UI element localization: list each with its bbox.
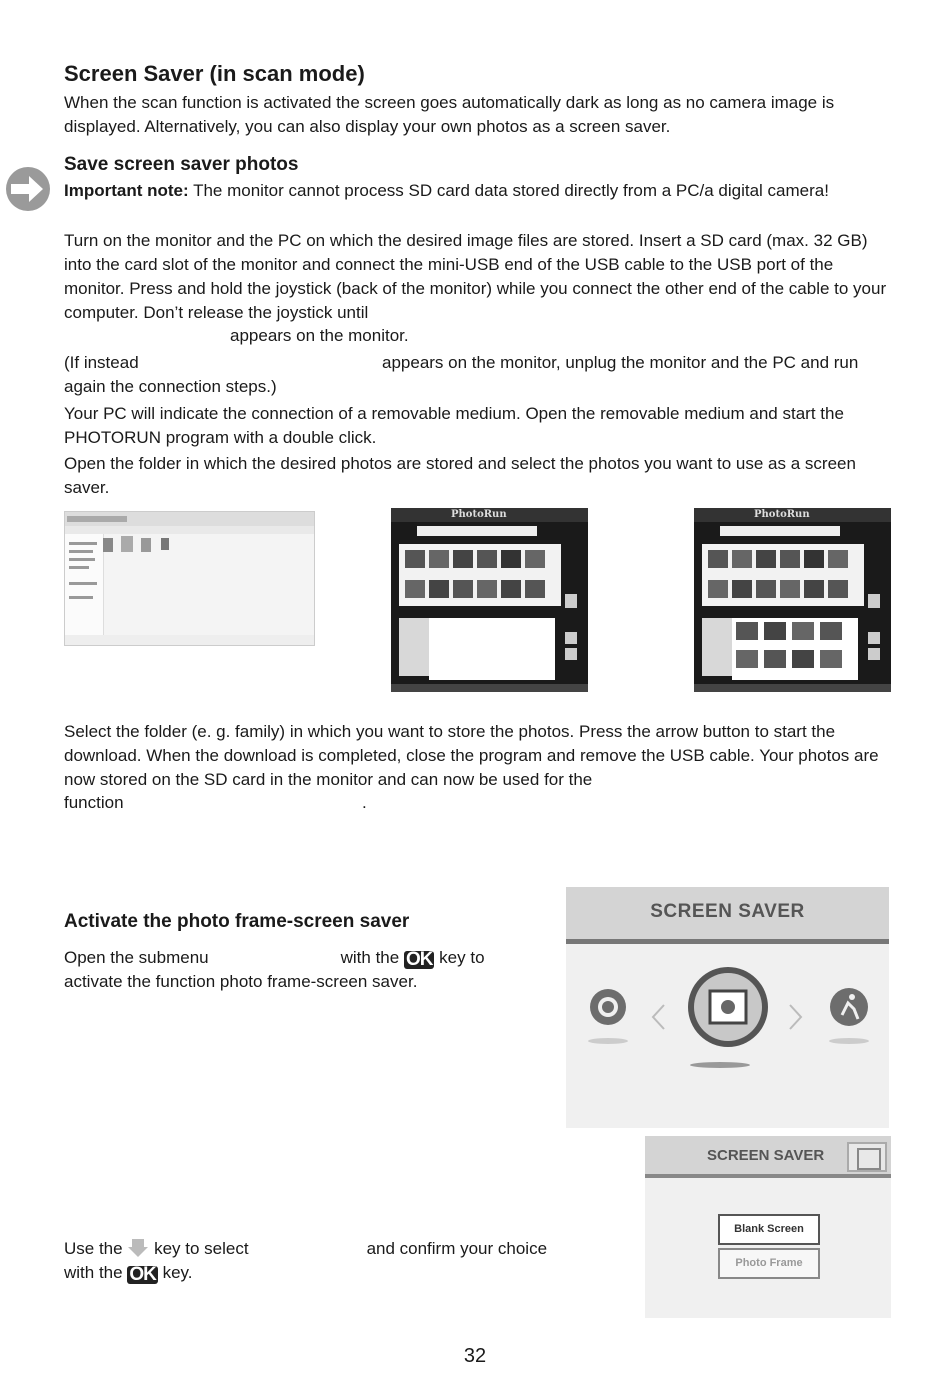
paragraph-removable: Your PC will indicate the connection of a removable medium. Open the removable medium and start the PHOTORUN program with a double click. [64, 404, 844, 447]
paragraph-function-label: function [64, 793, 124, 812]
photo-frame-icon[interactable] [686, 965, 770, 1069]
paragraph-if-instead-end: appears on the monitor, unplug the monitor and the PC and run again the connection steps.) [64, 353, 859, 396]
arrow-down-key-icon [127, 1237, 149, 1259]
select-text-d: with the [64, 1263, 123, 1282]
section-title-screen-saver: Screen Saver (in scan mode) [64, 61, 365, 86]
chevron-left-icon[interactable] [650, 1003, 666, 1031]
screen-saver-icon [847, 1142, 887, 1172]
intro-paragraph: When the scan function is activated the screen goes automatically dark as long as no camera image is displayed. Alternatively, you can also display your own photos as a screen saver. [64, 93, 835, 136]
note-label: Important note: [64, 181, 189, 200]
explorer-screenshot [64, 511, 315, 646]
page-number: 32 [463, 1345, 487, 1367]
paragraph-connect-end: appears on the monitor. [230, 326, 409, 345]
submenu-text-b: with the [340, 948, 400, 967]
section-title-activate: Activate the photo frame-screen saver [64, 911, 410, 932]
monitor-screen-saver-options [645, 1136, 891, 1318]
paragraph-if-instead-start: (If instead [64, 353, 139, 372]
select-text-c: and confirm your choice [366, 1239, 548, 1258]
chevron-right-icon[interactable] [788, 1003, 804, 1031]
note-text: The monitor cannot process SD card data stored directly from a PC/a digital camera! [188, 181, 829, 200]
option-blank-screen[interactable]: Blank Screen [718, 1214, 820, 1245]
section-title-save-photos: Save screen saver photos [64, 154, 299, 175]
submenu-text-a: Open the submenu [64, 948, 209, 967]
select-text-a: Use the [64, 1239, 123, 1258]
running-person-icon [824, 985, 874, 1045]
screen-saver-title: SCREEN SAVER [650, 901, 805, 922]
ok-key-icon: OK [405, 949, 433, 970]
select-text-b: key to select [154, 1239, 249, 1258]
important-note [64, 179, 894, 203]
paragraph-open-submenu [64, 946, 534, 994]
photorun-screenshot-empty [391, 508, 588, 692]
monitor-screen-saver-menu [566, 887, 889, 1128]
photorun-logo: PhotoRun [754, 509, 810, 520]
arrow-right-icon [5, 166, 51, 212]
paragraph-open-folder: Open the folder in which the desired photos are stored and select the photos you want to use as a screen saver. [64, 454, 856, 497]
paragraph-function-end: . [362, 793, 367, 812]
screen-saver-title: SCREEN SAVER [707, 1147, 825, 1164]
select-text-e: key. [162, 1263, 193, 1282]
paragraph-connect: Turn on the monitor and the PC on which the desired image files are stored. Insert a SD card (max. 32 GB) into the card slot of the monitor and connect the mini-USB end of the USB cable to the USB port of the monitor. Press and hold the joystick (back of the monitor) while you connect the other end of the cable to your computer. Don’t release the joystick until [64, 231, 887, 322]
submenu-text-c: key to [439, 948, 485, 967]
paragraph-download: Select the folder (e. g. family) in which you want to store the photos. Press the arrow button to start the download. When the download is completed, close the program and remove the USB cable. Your photos are now stored on the SD card in the monitor and can now be used for the [64, 722, 879, 789]
photorun-screenshot-selected [694, 508, 891, 692]
paragraph-select-option [64, 1237, 634, 1285]
submenu-text-d: activate the function photo frame-screen saver. [64, 972, 418, 991]
ok-key-icon: OK [129, 1264, 156, 1285]
settings-gear-icon [586, 985, 630, 1045]
photorun-logo: PhotoRun [451, 509, 507, 520]
option-photo-frame[interactable]: Photo Frame [718, 1248, 820, 1279]
